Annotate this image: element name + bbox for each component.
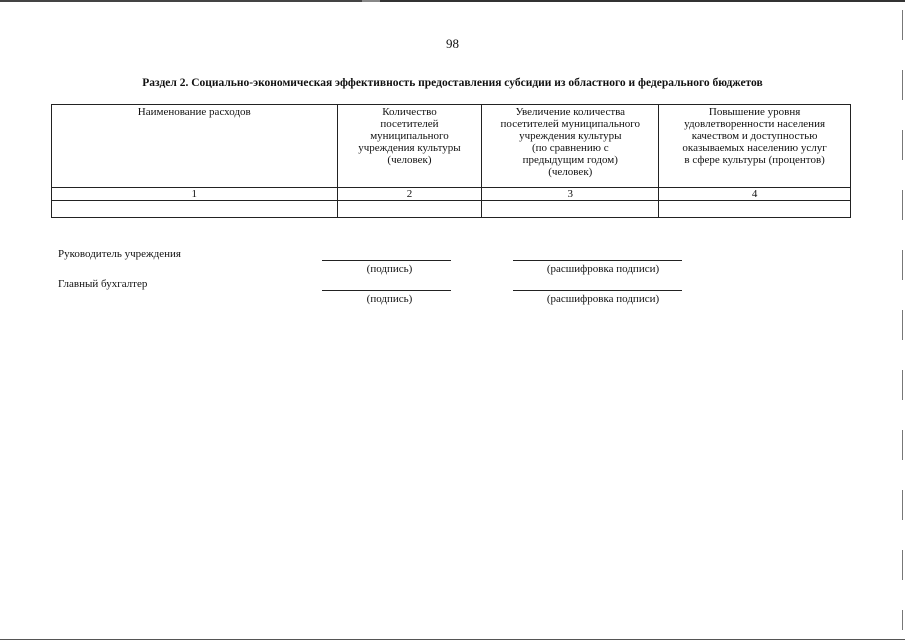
header-line: посетителей: [380, 118, 439, 130]
table-header-row: [52, 105, 851, 188]
decoding-caption: (расшифровка подписи): [546, 293, 660, 305]
header-line: качеством и доступностью: [691, 130, 818, 142]
scan-edge-right: [902, 10, 903, 630]
signature-line: [322, 260, 451, 261]
decoding-line: [513, 260, 682, 261]
header-line: Количество: [382, 106, 437, 118]
page-number: 98: [446, 36, 459, 51]
header-visitors-count: [337, 105, 482, 188]
header-line: удовлетворенности населения: [684, 118, 826, 130]
header-line: Увеличение количества: [515, 106, 626, 118]
header-line: Повышение уровня: [708, 106, 801, 118]
decoding-caption: (расшифровка подписи): [546, 263, 660, 275]
header-line: Наименование расходов: [137, 106, 251, 118]
table-row: [52, 201, 851, 218]
signature-caption: (подпись): [366, 263, 413, 275]
header-line: предыдущим годом): [522, 154, 618, 166]
header-line: (человек): [548, 166, 593, 178]
scan-edge-top: [0, 0, 905, 2]
table-cell: [337, 201, 482, 218]
subsidy-efficiency-table: [51, 104, 851, 218]
header-line: оказываемых населению услуг: [682, 142, 827, 154]
table-cell: [52, 201, 338, 218]
column-number-3: 3: [482, 188, 659, 201]
header-line: (по сравнению с: [531, 142, 609, 154]
signature-label: Руководитель учреждения: [58, 248, 181, 260]
section-title: Раздел 2. Социально-экономическая эффективность предоставления субсидии из областного и федерального бюджетов: [142, 77, 763, 89]
column-number-2: 2: [337, 188, 482, 201]
signature-caption: (подпись): [366, 293, 413, 305]
header-expense-name: [52, 105, 338, 188]
table-cell: [659, 201, 851, 218]
header-satisfaction-increase: [659, 105, 851, 188]
column-number-row: [52, 188, 851, 201]
table-cell: [482, 201, 659, 218]
decoding-line: [513, 290, 682, 291]
header-line: учреждения культуры: [358, 142, 461, 154]
signature-line: [322, 290, 451, 291]
header-line: (человек): [387, 154, 432, 166]
column-number-1: 1: [52, 188, 338, 201]
header-line: муниципального: [370, 130, 449, 142]
header-line: посетителей муниципального: [500, 118, 641, 130]
column-number-4: 4: [659, 188, 851, 201]
header-line: в сфере культуры (процентов): [684, 154, 825, 166]
signature-label: Главный бухгалтер: [58, 278, 148, 290]
header-visitors-increase: [482, 105, 659, 188]
header-line: учреждения культуры: [519, 130, 622, 142]
